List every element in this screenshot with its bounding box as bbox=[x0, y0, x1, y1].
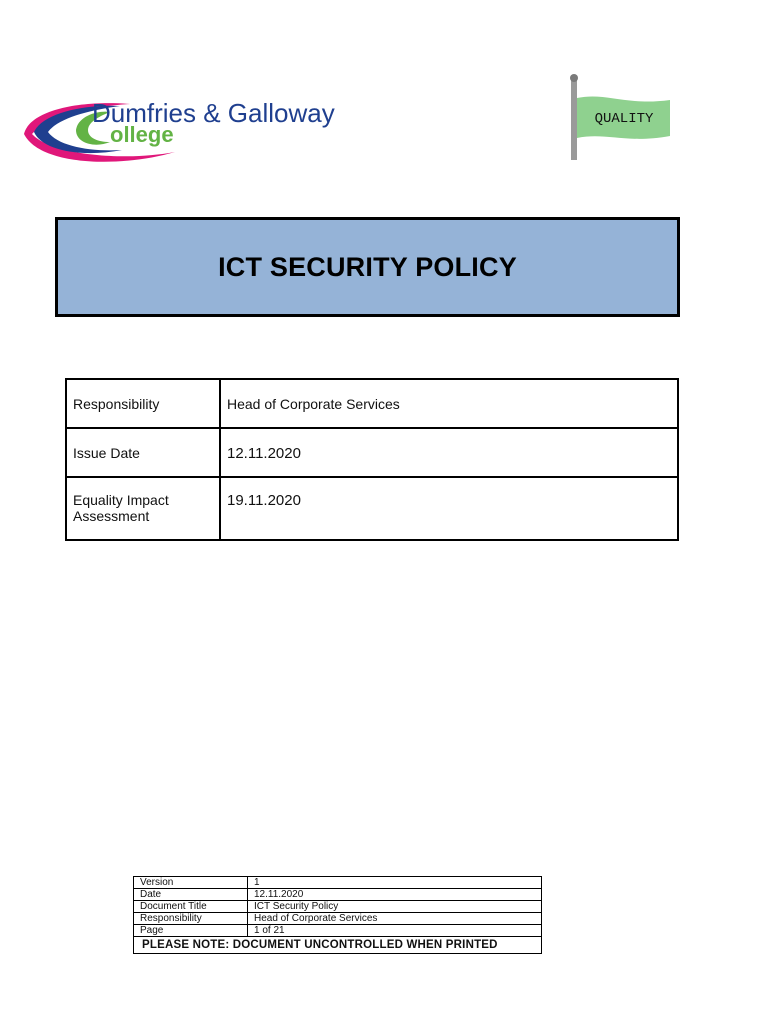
logo-line2: ollege bbox=[110, 122, 174, 147]
footer-label: Responsibility bbox=[134, 913, 248, 925]
table-row bbox=[134, 937, 542, 954]
footer-label: Version bbox=[134, 877, 248, 889]
table-row bbox=[66, 379, 678, 428]
document-title: ICT SECURITY POLICY bbox=[218, 251, 517, 282]
logo-line1: Dumfries & Galloway bbox=[92, 98, 335, 128]
flag-pole-cap bbox=[570, 74, 578, 82]
row-value: 19.11.2020 bbox=[220, 477, 678, 540]
footer-value: 1 bbox=[248, 877, 542, 889]
policy-info-table bbox=[65, 378, 679, 541]
college-logo bbox=[10, 96, 350, 164]
uncontrolled-notice: PLEASE NOTE: DOCUMENT UNCONTROLLED WHEN PRINTED bbox=[134, 937, 542, 954]
footer-label: Document Title bbox=[134, 901, 248, 913]
table-row bbox=[134, 901, 542, 913]
row-value: 12.11.2020 bbox=[220, 428, 678, 477]
title-banner bbox=[55, 217, 680, 317]
row-label: Responsibility bbox=[66, 379, 220, 428]
footer-value: ICT Security Policy bbox=[248, 901, 542, 913]
table-row bbox=[66, 477, 678, 540]
row-label: Equality Impact Assessment bbox=[66, 477, 220, 540]
quality-flag bbox=[566, 72, 676, 162]
footer-value: Head of Corporate Services bbox=[248, 913, 542, 925]
table-row bbox=[66, 428, 678, 477]
table-row bbox=[134, 925, 542, 937]
table-row bbox=[134, 889, 542, 901]
document-control-table bbox=[133, 876, 542, 954]
footer-label: Page bbox=[134, 925, 248, 937]
table-row bbox=[134, 877, 542, 889]
flag-pole bbox=[571, 78, 577, 160]
row-label: Issue Date bbox=[66, 428, 220, 477]
flag-label: QUALITY bbox=[594, 111, 654, 127]
footer-value: 1 of 21 bbox=[248, 925, 542, 937]
row-value: Head of Corporate Services bbox=[220, 379, 678, 428]
footer-label: Date bbox=[134, 889, 248, 901]
table-row bbox=[134, 913, 542, 925]
footer-value: 12.11.2020 bbox=[248, 889, 542, 901]
